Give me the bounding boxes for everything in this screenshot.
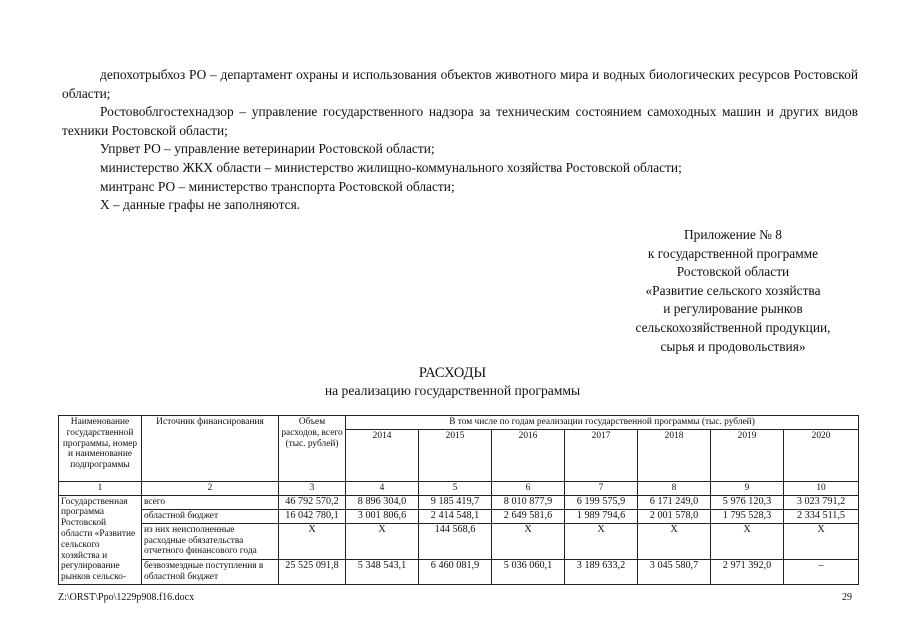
value-cell: 2 334 511,5 xyxy=(784,509,859,523)
value-cell: 1 795 528,3 xyxy=(711,509,784,523)
value-cell: 6 171 249,0 xyxy=(638,495,711,509)
table-row xyxy=(59,495,859,509)
appendix-line: к государственной программе xyxy=(647,245,819,261)
document-title xyxy=(0,364,905,400)
paragraph: депохотрыбхоз РО – департамент охраны и использования объектов животного мира и водных биологических ресурсов Ростовской области; xyxy=(62,67,858,101)
value-cell: 6 460 081,9 xyxy=(419,559,492,584)
program-name: Государственная программа Ростовской области «Развитие сельского хозяйства и регулирование рынков сельско- xyxy=(59,495,142,584)
appendix-header xyxy=(600,226,866,356)
source-cell: из них неисполненные расходные обязательства отчетного финансового года xyxy=(142,523,279,559)
value-cell: 144 568,6 xyxy=(419,523,492,559)
table-row xyxy=(59,523,859,559)
col-number: 1 xyxy=(59,481,142,495)
col-number: 3 xyxy=(279,481,346,495)
value-cell: 3 023 791,2 xyxy=(784,495,859,509)
table-row xyxy=(59,559,859,584)
value-cell: 5 976 120,3 xyxy=(711,495,784,509)
header-source: Источник финансирования xyxy=(142,416,279,482)
col-number: 6 xyxy=(492,481,565,495)
col-number: 5 xyxy=(419,481,492,495)
column-number-row xyxy=(59,481,859,495)
value-cell: 5 348 543,1 xyxy=(346,559,419,584)
value-cell: 25 525 091,8 xyxy=(279,559,346,584)
expenses-table xyxy=(58,415,859,585)
value-cell: Х xyxy=(492,523,565,559)
paragraph: Упрвет РО – управление ветеринарии Ростовской области; xyxy=(100,141,435,157)
value-cell: Х xyxy=(711,523,784,559)
value-cell: 2 414 548,1 xyxy=(419,509,492,523)
source-cell: областной бюджет xyxy=(142,509,279,523)
footer-file-path: Z:\ORST\Ppo\1229p908.f16.docx xyxy=(58,592,195,603)
source-cell: безвозмездные поступления в областной бюджет xyxy=(142,559,279,584)
col-number: 7 xyxy=(565,481,638,495)
appendix-line: Ростовской области xyxy=(676,264,790,280)
year-2017: 2017 xyxy=(565,429,638,481)
col-number: 9 xyxy=(711,481,784,495)
col-number: 8 xyxy=(638,481,711,495)
appendix-line: сырья и продовольствия» xyxy=(660,338,806,354)
value-cell: 1 989 794,6 xyxy=(565,509,638,523)
header-years-caption: В том числе по годам реализации государственной программы (тыс. рублей) xyxy=(346,416,859,430)
year-2014: 2014 xyxy=(346,429,419,481)
paragraph: Ростовоблгостехнадзор – управление государственного надзора за техническим состоянием самоходных машин и других видов техники Ростовской области; xyxy=(62,104,858,138)
title: РАСХОДЫ xyxy=(418,365,487,381)
value-cell: Х xyxy=(279,523,346,559)
paragraph: Х – данные графы не заполняются. xyxy=(100,197,301,213)
appendix-line: и регулирование рынков xyxy=(663,301,803,317)
appendix-line: «Развитие сельского хозяйства xyxy=(645,282,821,298)
header-volume: Объем расходов, всего (тыс. рублей) xyxy=(279,416,346,482)
year-2018: 2018 xyxy=(638,429,711,481)
value-cell: Х xyxy=(784,523,859,559)
table-row xyxy=(59,509,859,523)
paragraph: министерство ЖКХ области – министерство жилищно-коммунального хозяйства Ростовской области; xyxy=(100,159,682,175)
col-number: 10 xyxy=(784,481,859,495)
col-number: 4 xyxy=(346,481,419,495)
value-cell: 46 792 570,2 xyxy=(279,495,346,509)
value-cell: 5 036 060,1 xyxy=(492,559,565,584)
value-cell: Х xyxy=(565,523,638,559)
value-cell: Х xyxy=(638,523,711,559)
value-cell: 3 189 633,2 xyxy=(565,559,638,584)
value-cell: 8 010 877,9 xyxy=(492,495,565,509)
value-cell: Х xyxy=(346,523,419,559)
year-2016: 2016 xyxy=(492,429,565,481)
year-2015: 2015 xyxy=(419,429,492,481)
paragraph: минтранс РО – министерство транспорта Ростовской области; xyxy=(100,178,455,194)
value-cell: – xyxy=(784,559,859,584)
header-name: Наименование государственной программы, номер и наименование подпрограммы xyxy=(59,416,142,482)
source-cell: всего xyxy=(142,495,279,509)
value-cell: 8 896 304,0 xyxy=(346,495,419,509)
table-header-row xyxy=(59,416,859,430)
appendix-line: сельскохозяйственной продукции, xyxy=(635,319,831,335)
value-cell: 3 045 580,7 xyxy=(638,559,711,584)
value-cell: 16 042 780,1 xyxy=(279,509,346,523)
value-cell: 2 001 578,0 xyxy=(638,509,711,523)
appendix-line: Приложение № 8 xyxy=(683,227,783,242)
page-number: 29 xyxy=(842,592,852,603)
value-cell: 6 199 575,9 xyxy=(565,495,638,509)
subtitle: на реализацию государственной программы xyxy=(324,383,581,398)
year-2020: 2020 xyxy=(784,429,859,481)
value-cell: 9 185 419,7 xyxy=(419,495,492,509)
value-cell: 3 001 806,6 xyxy=(346,509,419,523)
col-number: 2 xyxy=(142,481,279,495)
year-2019: 2019 xyxy=(711,429,784,481)
value-cell: 2 649 581,6 xyxy=(492,509,565,523)
value-cell: 2 971 392,0 xyxy=(711,559,784,584)
abbreviation-list xyxy=(62,66,858,215)
